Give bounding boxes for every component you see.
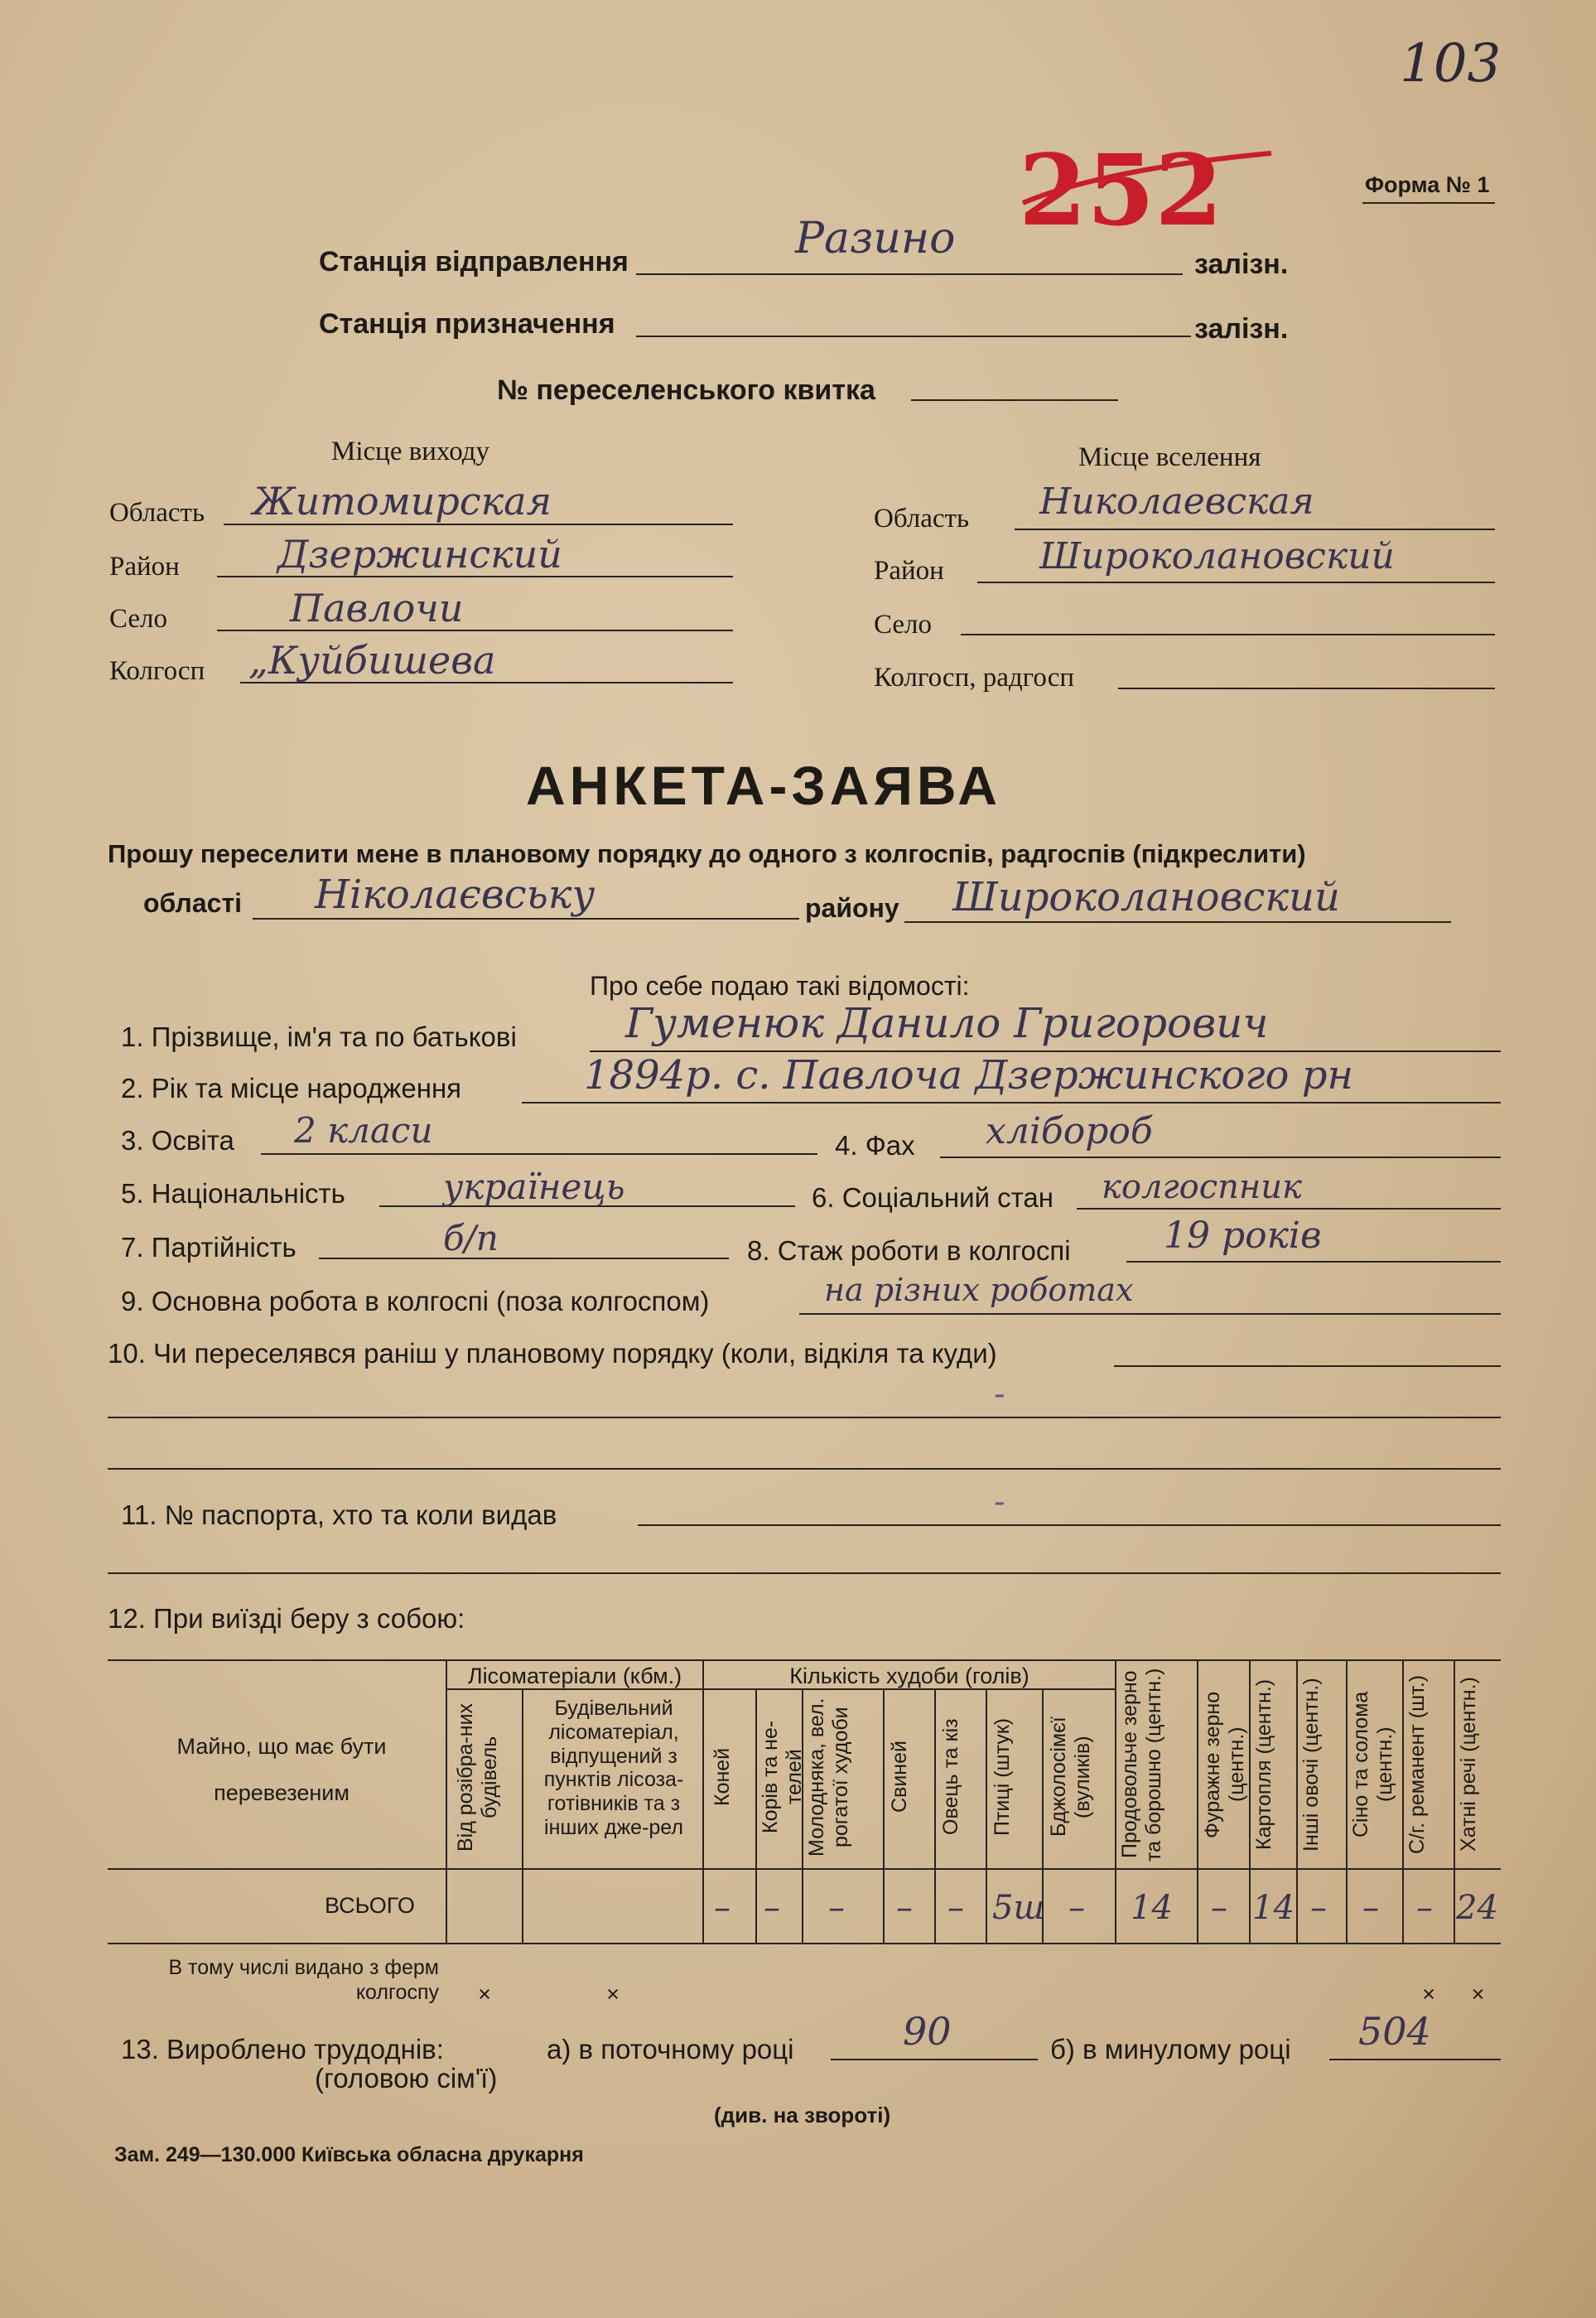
field-10-line-3 — [108, 1468, 1501, 1470]
field-4-line — [940, 1157, 1501, 1158]
field-4-label: 4. Фах — [835, 1130, 915, 1161]
table-col-header: Від розібра-них будівель — [454, 1702, 501, 1852]
table-col-header: Хатні речі (центн.) — [1457, 1677, 1480, 1852]
form-label: Форма № 1 — [1365, 172, 1490, 197]
exit-kolhosp-value: „Куйбишева — [248, 638, 496, 683]
exit-rayon-value: Дзержинский — [277, 532, 562, 577]
table-col-header: Свиней — [888, 1741, 911, 1813]
table-total-cell: – — [714, 1889, 730, 1927]
workdays-previous-line — [1329, 2059, 1501, 2060]
field-11-line-1 — [638, 1524, 1501, 1526]
field-4-value: хлібороб — [986, 1110, 1153, 1152]
field-10-dash: - — [994, 1375, 1005, 1413]
destination-label: Станція призначення — [319, 308, 615, 340]
entry-kolhosp-label: Колгосп, радгосп — [874, 663, 1075, 693]
form-label-underline — [1362, 202, 1495, 204]
table-total-cell: – — [896, 1889, 913, 1927]
exit-kolhosp-label: Колгосп — [109, 656, 205, 686]
request-text: Прошу переселити мене в плановому порядку до одного з колгоспів, радгоспів (підкреслити) — [108, 839, 1306, 868]
request-oblast-label: області — [143, 888, 242, 918]
exit-place-title: Місце виходу — [331, 437, 490, 466]
table-col-property: Майно, що має бути перевезеним — [176, 1734, 387, 1805]
table-total-cell: 14 — [1131, 1889, 1173, 1927]
departure-rail-suffix: залізн. — [1194, 249, 1289, 280]
entry-selo-label: Село — [874, 610, 933, 640]
field-9-line — [799, 1313, 1501, 1315]
table-total-cell: – — [1310, 1889, 1327, 1927]
table-total-cell: – — [1211, 1889, 1227, 1927]
field-7-line — [319, 1258, 729, 1259]
table-total-cell: 5ш — [992, 1889, 1045, 1927]
exit-selo-value: Павлочи — [290, 586, 464, 630]
departure-line — [636, 273, 1183, 275]
table-total-cell: – — [1362, 1889, 1379, 1927]
field-7-value: б/п — [443, 1218, 499, 1258]
exit-oblast-value: Житомирская — [253, 479, 552, 524]
field-1-label: 1. Прізвище, ім'я та по батькові — [121, 1021, 517, 1052]
exit-oblast-label: Область — [109, 498, 205, 528]
field-11-label: 11. № паспорта, хто та коли видав — [121, 1499, 557, 1530]
table-group-timber: Лісоматеріали (кбм.) — [467, 1664, 682, 1688]
red-number: 252 — [1019, 133, 1223, 248]
table-farm-cell: × — [1422, 1982, 1435, 2007]
workdays-sub-label: (головою сім'ї) — [315, 2063, 498, 2093]
ticket-line — [911, 399, 1118, 401]
table-col-header: Корів та не-телей — [759, 1720, 806, 1834]
info-intro: Про себе подаю такі відомості: — [590, 971, 970, 1001]
request-rayon-line — [904, 921, 1451, 923]
form-title: АНКЕТА-ЗАЯВА — [526, 755, 1001, 816]
table-total-cell: 14 — [1252, 1889, 1295, 1927]
field-2-line — [522, 1102, 1501, 1103]
field-5-label: 5. Національність — [121, 1178, 345, 1209]
field-6-label: 6. Соціальний стан — [812, 1182, 1054, 1213]
table-col-header: Птиці (штук) — [991, 1717, 1014, 1837]
table-col-header: Коней — [711, 1747, 734, 1807]
strike-mark — [1015, 145, 1280, 236]
entry-rayon-label: Район — [874, 556, 944, 586]
table-col-header: Фуражне зерно (центн.) — [1201, 1691, 1248, 1838]
table-row-total-label: ВСЬОГО — [325, 1893, 415, 1918]
field-3-value: 2 класи — [294, 1110, 433, 1151]
request-rayon-label: району — [805, 893, 899, 923]
archive-number: 103 — [1400, 33, 1502, 94]
entry-kolhosp-line — [1118, 688, 1495, 689]
request-oblast-value: Ніколаєвську — [315, 872, 595, 918]
table-total-cell: – — [1068, 1889, 1085, 1927]
workdays-current-line — [831, 2059, 1038, 2060]
field-10-label: 10. Чи переселявся раніш у плановому порядку (коли, відкіля та куди) — [108, 1338, 997, 1369]
field-8-value: 19 років — [1164, 1215, 1322, 1257]
field-5-value: українець — [443, 1166, 625, 1207]
field-10-line-2 — [108, 1417, 1501, 1418]
field-2-label: 2. Рік та місце народження — [121, 1073, 462, 1103]
ticket-label: № переселенського квитка — [497, 374, 875, 406]
table-col-header: Продовольче зерно та борошно (центн.) — [1118, 1668, 1165, 1862]
table-total-cell: – — [764, 1889, 780, 1927]
entry-oblast-line — [1015, 529, 1495, 530]
table-col-header: Сіно та солома (центн.) — [1349, 1691, 1396, 1838]
field-3-line — [261, 1153, 817, 1155]
request-rayon-value: Широколановский — [952, 874, 1340, 920]
table-farm-cell: × — [1471, 1982, 1485, 2007]
workdays-current-label: а) в поточному році — [547, 2034, 794, 2064]
field-9-label: 9. Основна робота в колгоспі (поза колгоспом) — [121, 1286, 710, 1316]
field-8-label: 8. Стаж роботи в колгоспі — [747, 1235, 1071, 1266]
exit-rayon-label: Район — [109, 552, 180, 582]
field-1-value: Гуменюк Данило Григорович — [625, 999, 1269, 1047]
table-total-cell: – — [1416, 1889, 1433, 1927]
entry-oblast-value: Николаевская — [1039, 481, 1314, 523]
printer-note: Зам. 249—130.000 Київська обласна друкарня — [114, 2143, 584, 2166]
field-9-value: на різних роботах — [824, 1272, 1134, 1308]
field-12-label: 12. При виїзді беру з собою: — [108, 1603, 465, 1634]
field-2-value: 1894р. с. Павлоча Дзержинского рн — [584, 1052, 1354, 1099]
table-total-cell: – — [947, 1889, 964, 1927]
departure-value: Разино — [795, 214, 956, 263]
field-8-line — [1126, 1261, 1501, 1263]
exit-oblast-line — [224, 524, 733, 525]
table-row-farm-label: В тому числі видано з ферм колгоспу — [168, 1956, 439, 2004]
table-farm-cell: × — [606, 1982, 620, 2007]
table-col-header: С/г. реманент (шт.) — [1406, 1674, 1429, 1855]
field-7-label: 7. Партійність — [121, 1232, 297, 1263]
table-farm-cell: × — [478, 1982, 491, 2007]
departure-label: Станція відправлення — [319, 246, 629, 278]
table-col-header: Картопля (центн.) — [1252, 1678, 1275, 1851]
exit-selo-label: Село — [109, 604, 168, 634]
workdays-previous-label: б) в минулому році — [1050, 2034, 1291, 2064]
entry-place-title: Місце вселення — [1078, 442, 1261, 472]
table-col-header: Інші овочі (центн.) — [1299, 1678, 1323, 1852]
field-11-dash: - — [994, 1483, 1005, 1521]
table-col-header: Бджолосімєї (вуликів) — [1047, 1717, 1094, 1837]
field-3-label: 3. Освіта — [121, 1125, 234, 1156]
entry-selo-line — [961, 634, 1495, 635]
workdays-label: 13. Вироблено трудоднів: — [121, 2034, 444, 2064]
request-oblast-line — [253, 918, 799, 920]
entry-rayon-line — [977, 582, 1495, 583]
workdays-current-value: 90 — [903, 2009, 952, 2054]
field-11-line-2 — [108, 1572, 1501, 1574]
table-group-livestock: Кількість худоби (голів) — [789, 1664, 1029, 1688]
workdays-previous-value: 504 — [1358, 2009, 1431, 2054]
table-col-header: Овець та кіз — [939, 1718, 962, 1836]
destination-rail-suffix: залізн. — [1194, 313, 1289, 345]
field-10-line-1 — [1114, 1365, 1501, 1367]
table-total-cell: – — [828, 1889, 845, 1927]
see-back-note: (див. на звороті) — [714, 2103, 891, 2127]
entry-oblast-label: Область — [874, 504, 970, 534]
destination-line — [636, 336, 1191, 337]
table-col-header: Будівельний лісоматеріал, відпущений з пунктів лісоза-готівників та з інших дже-рел — [543, 1697, 684, 1839]
table-col-header: Молодняка, вел. рогатої худоби — [805, 1697, 852, 1857]
table-total-cell: 24 — [1456, 1889, 1498, 1927]
field-6-line — [1077, 1208, 1501, 1210]
field-6-value: колгоспник — [1102, 1168, 1302, 1206]
entry-rayon-value: Широколановский — [1039, 535, 1395, 577]
